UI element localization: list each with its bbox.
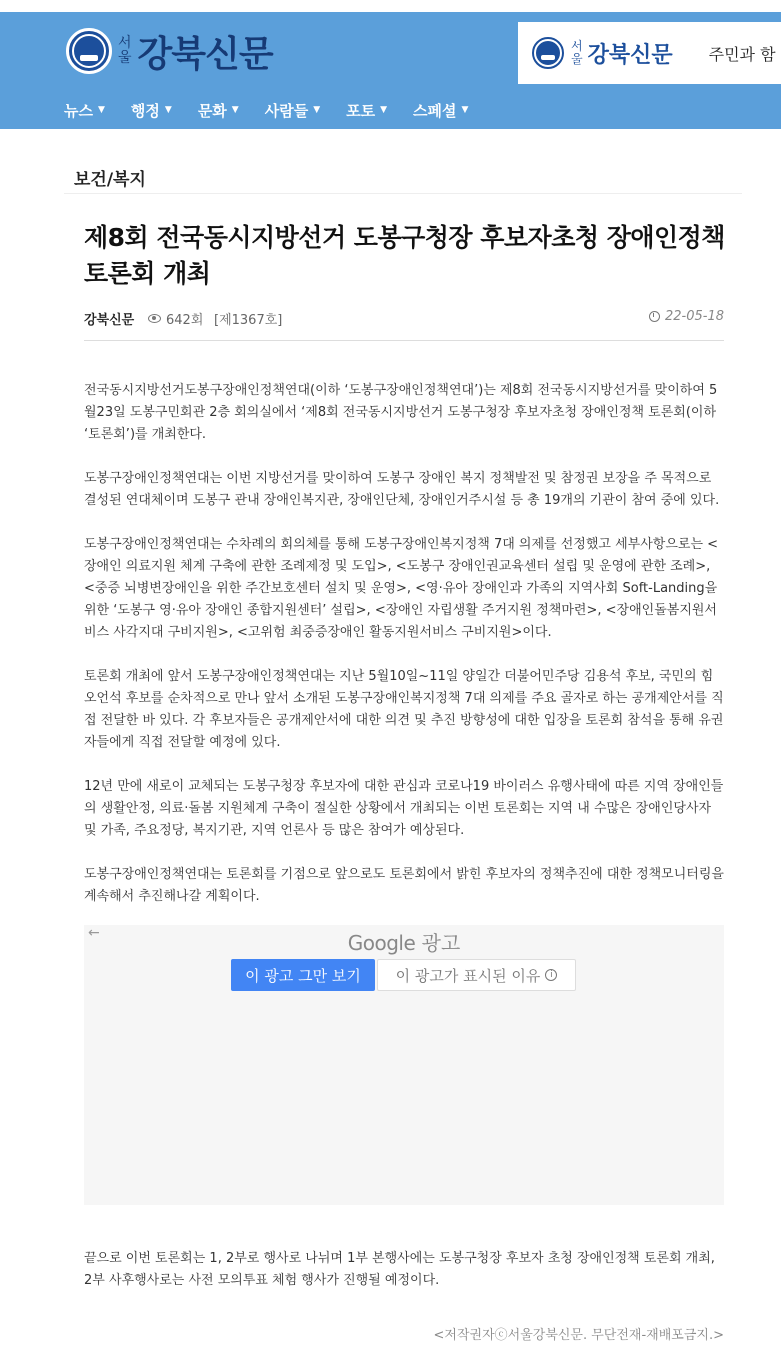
section-divider: [64, 193, 742, 194]
article-views: [148, 309, 203, 328]
nav-label: 사람들: [264, 101, 309, 120]
logo-seoul-char-1: 서: [118, 35, 132, 51]
meta-divider: [84, 340, 724, 341]
logo-title: 강북신문: [137, 33, 273, 75]
nav-item-photo[interactable]: [346, 96, 387, 124]
site-header: [0, 12, 781, 129]
nav-item-special[interactable]: [413, 96, 468, 124]
nav-label: 포토: [346, 101, 376, 120]
article-meta: [84, 307, 724, 329]
why-this-ad-button[interactable]: [377, 959, 576, 991]
stop-seeing-ad-button[interactable]: 이 광고 그만 보기: [231, 959, 375, 991]
article-paragraph: 도봉구장애인정책연대는 토론회를 기점으로 앞으로도 토론회에서 밝힌 후보자의 정책추진에 대한 정책모니터링을 계속해서 추진해나갈 계획이다.: [84, 867, 724, 904]
logo-seoul-text: [118, 36, 132, 66]
header-banner[interactable]: [518, 22, 781, 84]
nav-label: 문화: [197, 101, 227, 120]
google-wordmark: Google: [347, 931, 416, 955]
banner-logo-seoul-text: [571, 40, 583, 66]
emblem-icon: [66, 28, 112, 74]
nav-label: 스페셜: [413, 101, 457, 120]
google-ad: [84, 925, 724, 1205]
banner-slogan: 주민과 함: [708, 44, 776, 64]
caret-down-icon: ▼: [313, 105, 321, 115]
main-nav: [64, 96, 494, 124]
ad-brand: [84, 927, 724, 956]
eye-icon: [148, 314, 161, 323]
clock-icon: [649, 311, 660, 322]
nav-label: 뉴스: [64, 101, 93, 120]
date-text: 22-05-18: [664, 309, 724, 324]
article-body: [84, 380, 724, 930]
copyright-notice: <저작권자ⓒ서울강북신문. 무단전재-재배포금지.>: [433, 1328, 724, 1343]
article-closing: 끝으로 이번 토론회는 1, 2부로 행사로 나뉘며 1부 본행사에는 도봉구청장 후보자 초청 장애인정책 토론회 개최, 2부 사후행사로는 사전 모의투표 체험 행사가 진행될 예정이다.: [84, 1251, 715, 1288]
article-author[interactable]: 강북신문: [84, 313, 135, 328]
nav-item-news[interactable]: [64, 96, 105, 124]
nav-item-admin[interactable]: [131, 96, 172, 124]
article-paragraph: 전국동시지방선거도봉구장애인정책연대(이하 ‘도봉구장애인정책연대’)는 제8회 전국동시지방선거를 맞이하여 5월23일 도봉구민회관 2층 회의실에서 ‘제8회 전국동시지방선거 도봉구청장 후보자초청 장애인정책 토론회(이하 ‘토론회’)를 개최한다.: [84, 383, 718, 442]
article-paragraph: 도봉구장애인정책연대는 수차례의 회의체를 통해 도봉구장애인복지정책 7대 의제를 선정했고 세부사항으로는 <장애인 의료지원 체계 구축에 관한 조례제정 및 도입>, <도봉구 장애인권교육센터 설립 및 운영에 관한 조례>, <중증 뇌병변장애인을 위한 주간보호센터 설치 및 운영>, <영·유아 장애인과 가족의 지역사회 Soft-Landing을 위한 ‘도봉구 영·유아 장애인 종합지원센터’ 설립>, <장애인 자립생활 주거지원 정책마련>, <장애인돌봄지원서비스 사각지대 구비지원>, <고위험 최중증장애인 활동지원서비스 구비지원>이다.: [84, 537, 719, 640]
caret-down-icon: ▼: [461, 105, 469, 115]
info-icon: i: [545, 969, 557, 981]
article-title: 제8회 전국동시지방선거 도봉구청장 후보자초청 장애인정책 토론회 개최: [84, 223, 725, 288]
article-issue: [제1367호]: [214, 313, 283, 328]
banner-logo-title: 강북신문: [587, 42, 673, 68]
back-arrow-icon[interactable]: ←: [88, 925, 100, 941]
article-date: [649, 309, 724, 324]
caret-down-icon: ▼: [231, 105, 239, 115]
site-logo[interactable]: [66, 26, 273, 76]
nav-label: 행정: [130, 101, 160, 120]
section-title[interactable]: 보건/복지: [74, 170, 146, 190]
ad-brand-suffix: 광고: [421, 931, 461, 955]
banner-logo-seoul-char-1: 서: [571, 39, 583, 53]
nav-item-people[interactable]: [265, 96, 320, 124]
article-paragraph: 도봉구장애인정책연대는 이번 지방선거를 맞이하여 도봉구 장애인 복지 정책발전 및 참정권 보장을 주 목적으로 결성된 연대체이며 도봉구 관내 장애인복지관, 장애인단체, 장애인거주시설 등 총 19개의 기관이 참여 중에 있다.: [84, 471, 720, 508]
top-strip: [0, 0, 781, 12]
banner-emblem-icon: [530, 35, 566, 71]
banner-logo-seoul-char-2: 울: [571, 52, 583, 66]
nav-item-culture[interactable]: [198, 96, 239, 124]
why-this-ad-label: 이 광고가 표시된 이유: [395, 966, 541, 985]
article-paragraph: 12년 만에 새로이 교체되는 도봉구청장 후보자에 대한 관심과 코로나19 바이러스 유행사태에 따른 지역 장애인들의 생활안정, 의료·돌봄 지원체계 구축이 절실한 상황에서 개최되는 이번 토론회는 지역 내 수많은 장애인당사자 및 가족, 주요정당, 복지기관, 지역 언론사 등 많은 참여가 예상된다.: [84, 779, 724, 838]
caret-down-icon: ▼: [380, 105, 388, 115]
article-paragraph: 토론회 개최에 앞서 도봉구장애인정책연대는 지난 5월10일~11일 양일간 더불어민주당 김용석 후보, 국민의 힘 오언석 후보를 순차적으로 만나 앞서 소개된 도봉구장애인복지정책 7대 의제를 주요 골자로 하는 공개제안서를 직접 전달한 바 있다. 각 후보자들은 공개제안서에 대한 의견 및 추진 방향성에 대한 입장을 토론회 참석을 통해 유권자들에게 직접 전달할 예정에 있다.: [84, 669, 724, 750]
caret-down-icon: ▼: [164, 105, 172, 115]
logo-seoul-char-2: 울: [118, 50, 132, 66]
views-count: 642회: [166, 313, 204, 328]
caret-down-icon: ▼: [97, 105, 105, 115]
